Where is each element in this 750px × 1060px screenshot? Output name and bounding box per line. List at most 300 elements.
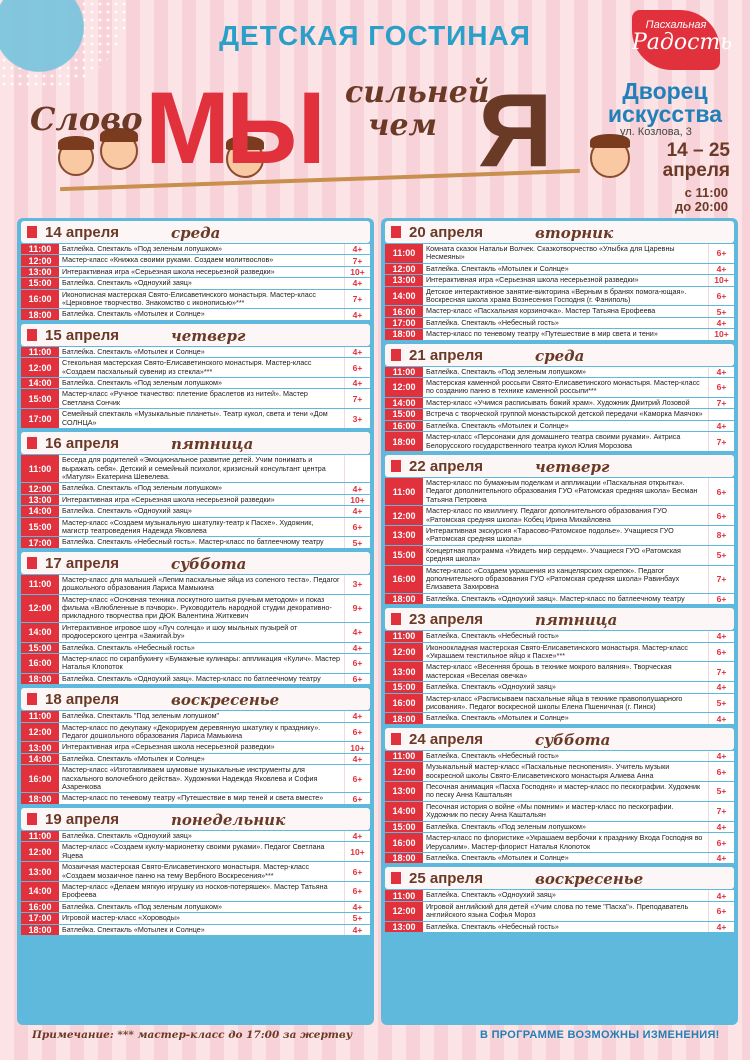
event-name: Батлейка. Спектакль «Одноухий заяц» — [59, 278, 344, 288]
event-age: 6+ — [344, 674, 370, 684]
venue-name: Дворец искусства — [607, 78, 723, 127]
event-age: 4+ — [708, 713, 734, 723]
event-name: Мастер-класс для малышей «Лепим пасхальные яйца из соленого теста». Педагог дошкольного образования Лариса Мамыкина — [59, 575, 344, 594]
event-name: Мастер-класс «Делаем мягкую игрушку из носков-потеряшек». Мастер Татьяна Ерофеева — [59, 882, 344, 901]
event-name: Мастер-класс «Создаем украшения из канцелярских скрепок». Педагог дополнительного образования ГУО «Ратомская средняя школа» Равинбаух Елизавета Захировна — [423, 566, 708, 593]
event-time: 14:00 — [21, 506, 59, 516]
slogan-word-chem: чем — [368, 108, 438, 143]
event-row — [385, 287, 734, 306]
flag-icon — [391, 460, 401, 472]
event-row — [21, 244, 370, 254]
event-row — [385, 762, 734, 781]
day-weekday: четверг — [171, 326, 246, 345]
event-row — [21, 278, 370, 288]
event-row — [21, 765, 370, 792]
event-time: 11:00 — [21, 455, 59, 482]
day-date: 16 апреля — [45, 435, 120, 453]
event-name: Мастер-класс «Создаем куклу-марионетку своими руками». Педагог Светлана Яцева — [59, 842, 344, 861]
event-age: 9+ — [344, 595, 370, 622]
day-header — [21, 688, 370, 710]
event-time: 12:00 — [385, 902, 423, 921]
kid-hair-illustration — [58, 136, 94, 150]
event-row — [21, 913, 370, 923]
event-time: 16:00 — [385, 833, 423, 852]
event-age: 7+ — [708, 398, 734, 408]
event-time: 11:00 — [21, 575, 59, 594]
event-time: 14:00 — [385, 287, 423, 306]
day-weekday: среда — [535, 346, 585, 365]
event-age: 6+ — [708, 833, 734, 852]
event-name: Батлейка. Спектакль «Одноухий заяц» — [423, 890, 708, 900]
slogan-word-ya: Я — [478, 73, 553, 189]
event-time: 15:00 — [21, 389, 59, 408]
event-row — [385, 421, 734, 431]
event-time: 11:00 — [21, 831, 59, 841]
event-age: 4+ — [344, 754, 370, 764]
event-name: Мастер-класс «Создаем музыкальную шкатулку-театр к Пасхе». Художник, магистр театроведения Надежда Яковлева — [59, 518, 344, 537]
event-row — [21, 902, 370, 912]
event-row — [385, 275, 734, 285]
event-age: 4+ — [344, 925, 370, 935]
event-age: 4+ — [708, 421, 734, 431]
day-header — [21, 552, 370, 574]
event-time: 13:00 — [21, 862, 59, 881]
event-name: Батлейка. Спектакль «Одноухий заяц» — [59, 506, 344, 516]
event-row — [385, 264, 734, 274]
day-date: 18 апреля — [45, 691, 120, 709]
event-name: Песочная анимация «Пасха Господня» и мастер-класс по пескографии. Художник по песку Анна Каштальян — [423, 782, 708, 801]
event-row — [21, 267, 370, 277]
event-name: Мозаичная мастерская Свято-Елисаветинского монастыря. Мастер-класс «Создаем мозаичное панно на тему Вербного Воскресения»*** — [59, 862, 344, 881]
day-block — [385, 608, 734, 724]
event-age: 4+ — [708, 264, 734, 274]
event-time: 14:00 — [21, 754, 59, 764]
event-row — [21, 455, 370, 482]
event-row — [21, 654, 370, 673]
day-date: 23 апреля — [409, 611, 484, 629]
event-time: 12:00 — [385, 762, 423, 781]
day-weekday: воскресенье — [535, 870, 644, 889]
flag-icon — [391, 226, 401, 238]
day-header — [385, 867, 734, 889]
event-time: 18:00 — [21, 674, 59, 684]
event-row — [21, 674, 370, 684]
event-name: Мастер-класс «Основная техника лоскутного шитья ручным методом» и показ фильма «Влюбленные в пэчворк». Руководитель народной студии декоративно-прикладного творчества при ДЮК Валентина Житкевич — [59, 595, 344, 622]
event-name: Семейный спектакль «Музыкальные планеты». Театр кукол, света и тени «Дом СОЛНЦА» — [59, 409, 344, 428]
event-time: 13:00 — [385, 782, 423, 801]
event-age: 6+ — [708, 506, 734, 525]
event-time: 17:00 — [21, 913, 59, 923]
event-age: 4+ — [708, 890, 734, 900]
event-name: Мастер-класс «Весенняя брошь в технике мокрого валяния». Творческая мастерская «Веселая овечка» — [423, 662, 708, 681]
event-age: 3+ — [344, 409, 370, 428]
event-age: 4+ — [708, 631, 734, 641]
day-weekday: суббота — [535, 730, 611, 749]
day-block — [21, 552, 370, 684]
event-row — [385, 751, 734, 761]
event-name: Мастер-класс по бумажным поделкам и аппликации «Пасхальная открытка». Педагог дополнительного образования ГУО «Ратомская средняя школа» Бесман Татьяна Петровна — [423, 478, 708, 505]
event-age: 5+ — [708, 306, 734, 316]
event-age: 4+ — [708, 822, 734, 832]
event-age: 3+ — [344, 575, 370, 594]
event-row — [385, 782, 734, 801]
page-title: ДЕТСКАЯ ГОСТИНАЯ — [219, 20, 531, 51]
event-age: 5+ — [708, 694, 734, 713]
time-to: до 20:00 — [674, 199, 728, 214]
event-row — [385, 566, 734, 593]
event-age: 4+ — [344, 506, 370, 516]
event-name: Мастер-класс «Пасхальная корзиночка». Мастер Татьяна Ерофеева — [423, 306, 708, 316]
event-time: 13:00 — [21, 267, 59, 277]
event-age: 4+ — [708, 682, 734, 692]
day-block — [21, 324, 370, 428]
event-age: 4+ — [344, 483, 370, 493]
event-time: 12:00 — [21, 483, 59, 493]
day-date: 14 апреля — [45, 224, 120, 241]
day-block — [385, 728, 734, 863]
event-name: Батлейка. Спектакль «Под зеленым лопушком» — [423, 822, 708, 832]
event-name: Комната сказок Натальи Волчек. Сказкотворчество «Улыбка для Царевны Несмеяны» — [423, 244, 708, 263]
event-name: Детское интерактивное занятие-викторина «Верным в бранях помога-ющая». Воскресная школа храма Вознесения Господня (г. Фаниполь) — [423, 287, 708, 306]
logo-big-text: Радость — [632, 30, 733, 55]
day-block — [21, 688, 370, 804]
event-age: 6+ — [708, 478, 734, 505]
event-row — [385, 318, 734, 328]
day-block — [21, 221, 370, 320]
event-age: 6+ — [708, 902, 734, 921]
event-age: 5+ — [344, 913, 370, 923]
event-time: 18:00 — [385, 329, 423, 339]
event-age: 10+ — [344, 267, 370, 277]
event-age — [344, 455, 370, 482]
event-age: 5+ — [708, 546, 734, 565]
event-time: 12:00 — [385, 643, 423, 662]
event-age: 6+ — [708, 643, 734, 662]
slogan-word-silnei: сильней — [345, 75, 490, 110]
event-row — [21, 925, 370, 935]
event-row — [21, 575, 370, 594]
event-row — [21, 711, 370, 721]
event-name: Мастер-класс «Изготавливаем шумовые музыкальные инструменты для пасхального волочебного действа». Художники Надежда Яковлева и София Азаренкова — [59, 765, 344, 792]
event-time: 12:00 — [21, 723, 59, 742]
event-name: Батлейка. Спектакль «Мотылек и Солнце» — [59, 925, 344, 935]
event-row — [21, 389, 370, 408]
event-age: 4+ — [708, 367, 734, 377]
event-time: 14:00 — [21, 623, 59, 642]
event-time: 18:00 — [385, 594, 423, 604]
event-row — [385, 594, 734, 604]
event-row — [385, 378, 734, 397]
event-time: 11:00 — [385, 751, 423, 761]
event-name: Мастер-класс по теневому театру «Путешествие в мир теней и света вместе» — [59, 793, 344, 803]
event-name: Батлейка. Спектакль «Одноухий заяц» — [59, 831, 344, 841]
event-time: 12:00 — [385, 378, 423, 397]
event-row — [385, 662, 734, 681]
day-weekday: воскресенье — [171, 691, 280, 710]
footer-note: Примечание: *** мастер-класс до 17:00 за жертву — [32, 1029, 353, 1041]
event-name: Мастер-класс «Ручное ткачество: плетение браслетов из нитей». Мастер Светлана Сончик — [59, 389, 344, 408]
event-age: 10+ — [344, 842, 370, 861]
event-row — [21, 742, 370, 752]
event-row — [385, 506, 734, 525]
event-age: 7+ — [708, 802, 734, 821]
event-time: 11:00 — [385, 367, 423, 377]
event-name: Мастер-класс по флористике «Украшаем вербочки к празднику Входа Господня во Иерусалим». Мастер-флорист Наталья Клопоток — [423, 833, 708, 852]
day-weekday: понедельник — [171, 810, 286, 829]
event-row — [21, 255, 370, 265]
schedule-column-right — [381, 218, 738, 1025]
event-time: 15:00 — [385, 409, 423, 419]
event-row — [21, 862, 370, 881]
header — [0, 0, 750, 215]
day-block — [385, 344, 734, 451]
event-time: 13:00 — [385, 275, 423, 285]
event-name: Мастер-класс по квиллингу. Педагог дополнительного образования ГУО «Ратомская средняя школа» Кобец Ирина Михайловна — [423, 506, 708, 525]
flag-icon — [27, 437, 37, 449]
event-time: 12:00 — [385, 506, 423, 525]
event-name: Интерактивная игра «Серьезная школа несерьезной разведки» — [59, 495, 344, 505]
day-date: 24 апреля — [409, 730, 484, 748]
event-age: 4+ — [344, 347, 370, 357]
event-age: 7+ — [708, 662, 734, 681]
event-name: Батлейка. Спектакль «Мотылек и Солнце» — [59, 754, 344, 764]
event-time: 17:00 — [21, 537, 59, 547]
event-time: 15:00 — [385, 546, 423, 565]
day-date: 22 апреля — [409, 457, 484, 475]
event-row — [385, 398, 734, 408]
event-time: 17:00 — [21, 409, 59, 428]
event-row — [385, 713, 734, 723]
event-name: Стекольная мастерская Свято-Елисаветинского монастыря. Мастер-класс «Создаем пасхальный сувенир из стекла»*** — [59, 358, 344, 377]
event-row — [385, 409, 734, 419]
event-row — [385, 833, 734, 852]
event-time: 13:00 — [385, 526, 423, 545]
event-row — [385, 329, 734, 339]
schedule-column-left — [17, 218, 374, 1025]
event-age: 6+ — [708, 378, 734, 397]
event-time: 14:00 — [385, 802, 423, 821]
flag-icon — [391, 349, 401, 361]
event-time: 11:00 — [385, 244, 423, 263]
event-age: 10+ — [708, 329, 734, 339]
event-time: 18:00 — [385, 853, 423, 863]
event-time: 18:00 — [21, 309, 59, 319]
event-age: 4+ — [344, 378, 370, 388]
day-header — [385, 455, 734, 477]
event-name: Батлейка. Спектакль «Небесный гость». Мастер-класс по батлеечному театру — [59, 537, 344, 547]
event-name: Батлейка. Спектакль «Одноухий заяц» — [423, 682, 708, 692]
event-name: Игровой английский для детей «Учим слова по теме "Пасха"». Преподаватель английского языка Софья Мороз — [423, 902, 708, 921]
event-time: 15:00 — [385, 682, 423, 692]
day-header — [385, 221, 734, 243]
event-name: Батлейка. Спектакль «Одноухий заяц». Мастер-класс по батлеечному театру — [423, 594, 708, 604]
event-row — [385, 822, 734, 832]
event-row — [385, 546, 734, 565]
event-row — [385, 478, 734, 505]
day-weekday: среда — [171, 224, 221, 242]
event-name: Батлейка. Спектакль «Под зеленым лопушком» — [59, 483, 344, 493]
day-weekday: четверг — [535, 457, 610, 476]
event-name: Батлейка. Спектакль «Мотылек и Солнце» — [423, 853, 708, 863]
day-header — [385, 608, 734, 630]
event-dates: 14 – 25 апреля — [662, 140, 730, 181]
event-row — [21, 358, 370, 377]
event-age: 6+ — [344, 518, 370, 537]
event-time: 12:00 — [21, 595, 59, 622]
event-row — [21, 754, 370, 764]
event-time: 16:00 — [385, 694, 423, 713]
event-row — [385, 694, 734, 713]
event-age: 5+ — [344, 537, 370, 547]
event-name: Иконописная мастерская Свято-Елисаветинского монастыря. Мастер-класс «Церковное творчество. Знакомство с иконописью»*** — [59, 290, 344, 309]
event-time: 16:00 — [21, 765, 59, 792]
event-row — [21, 842, 370, 861]
event-name: Батлейка. Спектакль «Под зеленым лопушком» — [59, 378, 344, 388]
day-block — [385, 221, 734, 340]
event-name: Мастер-класс по теневому театру «Путешествие в мир света и тени» — [423, 329, 708, 339]
event-row — [21, 409, 370, 428]
event-row — [385, 432, 734, 451]
event-age: 7+ — [708, 432, 734, 451]
event-name: Интерактивная игра «Серьезная школа несерьезной разведки» — [423, 275, 708, 285]
event-row — [21, 623, 370, 642]
event-time: 16:00 — [21, 902, 59, 912]
event-row — [21, 506, 370, 516]
event-name: Интерактивная игра «Серьезная школа несерьезной разведки» — [59, 267, 344, 277]
event-name: Встреча с творческой группой монастырской детской передачи «Каморка Маячок» — [423, 409, 708, 419]
event-time: 17:00 — [385, 318, 423, 328]
event-age: 4+ — [708, 318, 734, 328]
event-name: Мастер-класс по декупажу «Декорируем деревянную шкатулку к празднику». Педагог дошкольного образования Лариса Мамыкина — [59, 723, 344, 742]
flag-icon — [391, 733, 401, 745]
event-name: Батлейка. Спектакль «Мотылек и Солнце» — [423, 264, 708, 274]
day-date: 17 апреля — [45, 554, 120, 572]
event-time: 16:00 — [385, 306, 423, 316]
event-age: 7+ — [708, 566, 734, 593]
event-row — [21, 518, 370, 537]
event-age: 7+ — [344, 290, 370, 309]
event-row — [385, 526, 734, 545]
event-name: Батлейка. Спектакль «Одноухий заяц». Мастер-класс по батлеечному театру — [59, 674, 344, 684]
event-name: Батлейка. Спектакль "Под зеленым лопушком" — [59, 711, 344, 721]
flag-icon — [27, 693, 37, 705]
event-row — [21, 882, 370, 901]
event-age: 4+ — [708, 853, 734, 863]
event-time: 12:00 — [385, 264, 423, 274]
event-time: 11:00 — [385, 478, 423, 505]
day-header — [385, 344, 734, 366]
event-times — [675, 186, 728, 214]
event-age: 6+ — [344, 765, 370, 792]
event-row — [385, 922, 734, 932]
day-date: 15 апреля — [45, 326, 120, 344]
time-from: с 11:00 — [684, 185, 728, 200]
event-age: 6+ — [344, 723, 370, 742]
event-name: Интерактивная экскурсия «Тарасово-Ратомское подолье». Учащиеся ГУО «Ратомская средняя школа» — [423, 526, 708, 545]
event-time: 11:00 — [21, 244, 59, 254]
event-age: 6+ — [708, 594, 734, 604]
event-age: 6+ — [344, 862, 370, 881]
flag-icon — [27, 329, 37, 341]
event-time: 16:00 — [21, 654, 59, 673]
event-name: Мастер-класс по скрапбукингу «Бумажные кулинары: аппликация «Кулич». Мастер Наталья Клопоток — [59, 654, 344, 673]
event-time: 11:00 — [385, 890, 423, 900]
day-header — [21, 808, 370, 830]
event-time: 18:00 — [385, 432, 423, 451]
event-name: Мастер-класс «Учимся расписывать божий храм». Художник Дмитрий Лозовой — [423, 398, 708, 408]
event-name: Игровой мастер-класс «Хороводы» — [59, 913, 344, 923]
event-age: 6+ — [708, 244, 734, 263]
event-row — [21, 793, 370, 803]
event-name: Мастер-класс «Книжка своими руками. Создаем молитвослов» — [59, 255, 344, 265]
event-name: Батлейка. Спектакль «Небесный гость» — [423, 751, 708, 761]
event-name: Музыкальный мастер-класс «Пасхальные песнопения». Учитель музыки воскресной школы Свято-Елисаветинского монастыря Алиева Анна — [423, 762, 708, 781]
event-age: 4+ — [708, 922, 734, 932]
day-block — [21, 432, 370, 548]
event-name: Концертная программа «Увидеть мир сердцем». Учащиеся ГУО «Ратомская средняя школа» — [423, 546, 708, 565]
event-time: 13:00 — [385, 662, 423, 681]
event-name: Иконоокладная мастерская Свято-Елисаветинского монастыря. Мастер-класс «Украшаем текстильное яйцо к Пасхе»*** — [423, 643, 708, 662]
event-row — [21, 483, 370, 493]
event-name: Батлейка. Спектакль «Под зеленым лопушком» — [423, 367, 708, 377]
day-header — [385, 728, 734, 750]
event-name: Батлейка. Спектакль «Под зеленым лопушком» — [59, 244, 344, 254]
event-time: 12:00 — [21, 842, 59, 861]
slogan-word-slovo: Слово — [30, 100, 143, 138]
flag-icon — [27, 813, 37, 825]
event-time: 15:00 — [21, 278, 59, 288]
event-row — [21, 643, 370, 653]
event-age: 6+ — [344, 882, 370, 901]
flag-icon — [27, 557, 37, 569]
event-time: 14:00 — [385, 398, 423, 408]
event-age: 4+ — [344, 244, 370, 254]
event-time: 11:00 — [21, 347, 59, 357]
event-time: 12:00 — [21, 358, 59, 377]
event-age: 7+ — [344, 255, 370, 265]
event-time: 14:00 — [21, 882, 59, 901]
event-time: 13:00 — [21, 495, 59, 505]
event-name: Мастерская каменной россыпи Свято-Елисаветинского монастыря. Мастер-класс по созданию панно в технике каменной россыпи*** — [423, 378, 708, 397]
event-age: 6+ — [344, 654, 370, 673]
event-row — [21, 309, 370, 319]
event-time: 14:00 — [21, 378, 59, 388]
day-weekday: пятница — [171, 435, 254, 454]
event-age: 10+ — [344, 495, 370, 505]
event-row — [385, 306, 734, 316]
event-name: Батлейка. Спектакль «Под зеленым лопушком» — [59, 902, 344, 912]
day-date: 20 апреля — [409, 224, 484, 241]
event-age: 6+ — [708, 762, 734, 781]
day-weekday: вторник — [535, 224, 614, 242]
event-name: Батлейка. Спектакль «Мотылек и Солнце» — [423, 713, 708, 723]
event-time: 11:00 — [21, 711, 59, 721]
event-age: 4+ — [344, 902, 370, 912]
day-block — [385, 455, 734, 604]
event-age: 10+ — [708, 275, 734, 285]
event-row — [21, 378, 370, 388]
event-age: 6+ — [344, 793, 370, 803]
event-name: Песочная история о войне «Мы помним» и мастер-класс по пескографии. Художник по песку Анна Каштальян — [423, 802, 708, 821]
event-age: 5+ — [708, 782, 734, 801]
event-age: 4+ — [344, 711, 370, 721]
event-row — [21, 537, 370, 547]
event-age: 7+ — [344, 389, 370, 408]
event-row — [21, 595, 370, 622]
event-row — [385, 682, 734, 692]
event-row — [385, 631, 734, 641]
day-date: 25 апреля — [409, 870, 484, 888]
